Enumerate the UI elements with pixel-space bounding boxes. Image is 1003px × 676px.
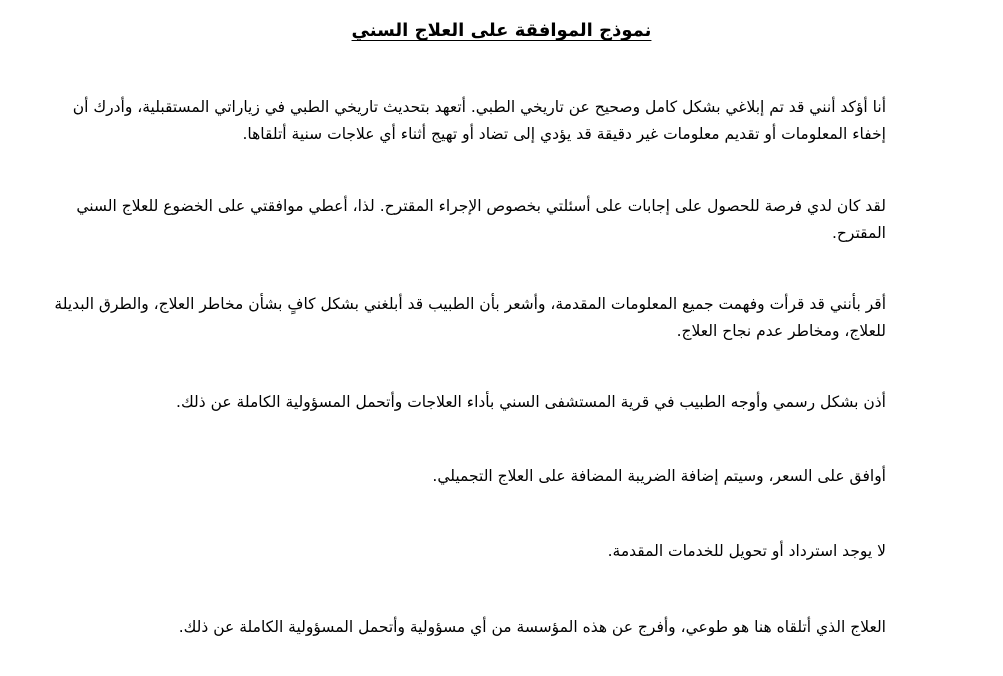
paragraph-questions-consent bbox=[76, 193, 886, 247]
paragraph-line: أنا أؤكد أنني قد تم إبلاغي بشكل كامل وصحيح عن تاريخي الطبي. أتعهد بتحديث تاريخي الطبي في زياراتي المستقبلية، وأدرك أن bbox=[72, 98, 886, 116]
paragraph-line: لا يوجد استرداد أو تحويل للخدمات المقدمة. bbox=[607, 542, 886, 560]
paragraph-line: العلاج الذي أتلقاه هنا هو طوعي، وأفرج عن هذه المؤسسة من أي مسؤولية وأتحمل المسؤولية الكاملة عن ذلك. bbox=[178, 618, 886, 636]
paragraph-line: المقترح. bbox=[832, 224, 886, 242]
paragraph-line: أوافق على السعر، وسيتم إضافة الضريبة المضافة على العلاج التجميلي. bbox=[432, 467, 886, 485]
paragraph-voluntary-release bbox=[135, 614, 886, 641]
paragraph-line: للعلاج، ومخاطر عدم نجاح العلاج. bbox=[676, 322, 886, 340]
form-title: نموذج الموافقة على العلاج السني bbox=[351, 20, 652, 41]
paragraph-price-agreement bbox=[135, 463, 886, 490]
paragraph-line: لقد كان لدي فرصة للحصول على إجابات على أسئلتي بخصوص الإجراء المقترح. لذا، أعطي موافقتي على الخضوع للعلاج السني bbox=[76, 197, 886, 215]
paragraph-line: أذن بشكل رسمي وأوجه الطبيب في قرية المستشفى السني بأداء العلاجات وأتحمل المسؤولية الكاملة عن ذلك. bbox=[176, 393, 886, 411]
paragraph-no-refund bbox=[135, 538, 886, 565]
paragraph-line: إخفاء المعلومات أو تقديم معلومات غير دقيقة قد يؤدي إلى تضاد أو تهيج أثناء أي علاجات سنية أتلقاها. bbox=[242, 125, 886, 143]
paragraph-line: أقر بأنني قد قرأت وفهمت جميع المعلومات المقدمة، وأشعر بأن الطبيب قد أبلغني بشكل كافٍ بشأن مخاطر العلاج، والطرق البديلة bbox=[54, 295, 886, 313]
paragraph-medical-history bbox=[72, 94, 886, 148]
paragraph-risks-acknowledgement bbox=[54, 291, 886, 345]
paragraph-authorization bbox=[135, 389, 886, 416]
